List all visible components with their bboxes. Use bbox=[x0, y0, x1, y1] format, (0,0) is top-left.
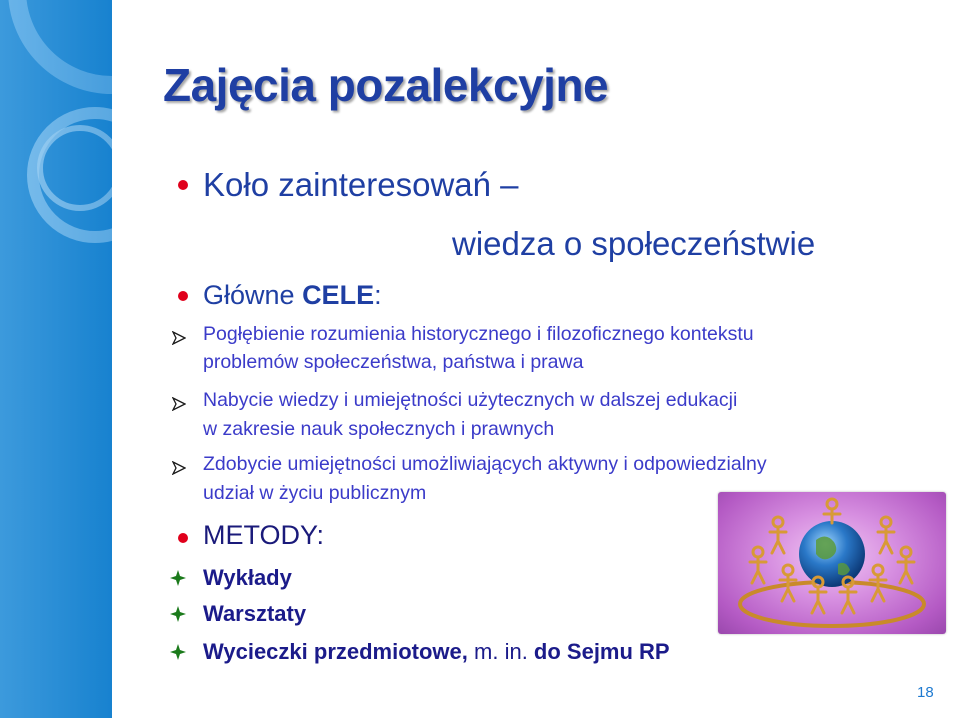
bullet-dot-icon bbox=[178, 180, 188, 190]
methods-heading: METODY: bbox=[203, 520, 325, 550]
goal-1-line-1: Pogłębienie rozumienia historycznego i filozoficznego kontekstu bbox=[203, 323, 754, 345]
diamond-bullet-icon bbox=[170, 606, 186, 622]
method-2: Warsztaty bbox=[203, 601, 307, 626]
arrow-bullet-icon bbox=[172, 397, 186, 411]
diamond-bullet-icon bbox=[170, 570, 186, 586]
goal-2-line-1: Nabycie wiedzy i umiejętności użytecznych w dalszej edukacji bbox=[203, 389, 738, 411]
arrow-bullet-icon bbox=[172, 331, 186, 345]
method-1: Wykłady bbox=[203, 565, 292, 590]
club-label: Koło zainteresowań – bbox=[203, 166, 519, 203]
goals-prefix: Główne bbox=[203, 280, 295, 310]
method-3 bbox=[203, 639, 670, 665]
arrow-bullet-icon bbox=[172, 461, 186, 475]
goals-colon: : bbox=[374, 280, 382, 310]
goal-3-line-2: udział w życiu publicznym bbox=[203, 482, 427, 504]
bullet-dot-icon bbox=[178, 533, 188, 543]
diamond-bullet-icon bbox=[170, 644, 186, 660]
goal-1-line-2: problemów społeczeństwa, państwa i prawa bbox=[203, 351, 584, 373]
bullet-dot-icon bbox=[178, 291, 188, 301]
goals-heading bbox=[203, 280, 382, 311]
page-number: 18 bbox=[917, 684, 934, 701]
method-3-bold-a: Wycieczki przedmiotowe, bbox=[203, 639, 468, 664]
goals-bold: CELE bbox=[302, 280, 375, 310]
method-3-normal: m. in. bbox=[467, 639, 528, 664]
method-3-bold-b: do Sejmu RP bbox=[527, 639, 670, 664]
slide-title: Zajęcia pozalekcyjne bbox=[163, 59, 609, 111]
globe-people-image bbox=[718, 492, 946, 634]
decorative-side-band bbox=[0, 0, 112, 718]
club-subtitle: wiedza o społeczeństwie bbox=[452, 225, 816, 262]
goal-3-line-1: Zdobycie umiejętności umożliwiających aktywny i odpowiedzialny bbox=[203, 453, 767, 475]
goal-2-line-2: w zakresie nauk społecznych i prawnych bbox=[203, 418, 555, 440]
